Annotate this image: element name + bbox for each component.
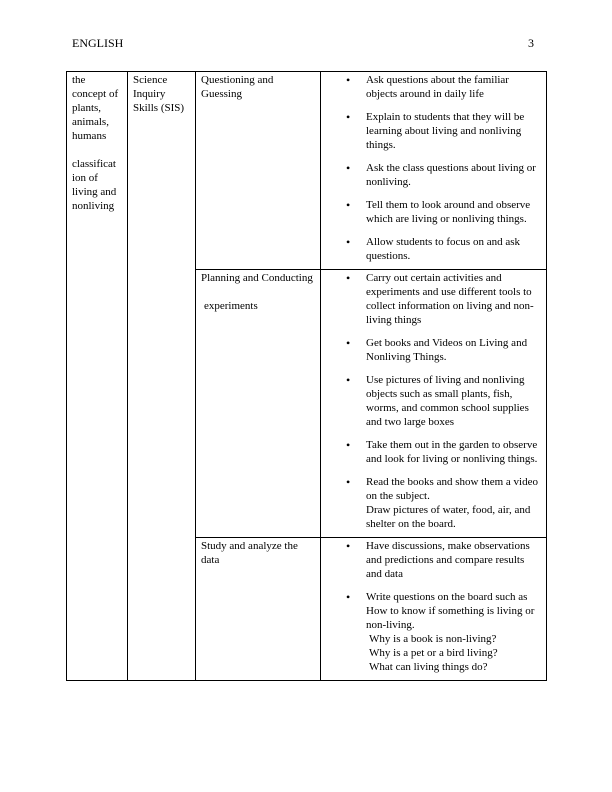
list-item-text: • Write questions on the board such as How to know if something is living or non-living. xyxy=(366,591,535,631)
list-item xyxy=(366,590,541,674)
topic-cell xyxy=(67,72,128,681)
activity-list xyxy=(326,73,541,263)
stage-title: Planning and Conducting xyxy=(201,272,313,284)
activity-list xyxy=(326,539,541,674)
list-item-text: • Read the books and show them a video on the subject. xyxy=(366,476,538,502)
list-item: • Have discussions, make observations and predictions and compare results and data xyxy=(366,539,541,581)
stage-title: Study and analyze the data xyxy=(201,540,298,566)
header-title: ENGLISH xyxy=(72,36,124,50)
list-item xyxy=(366,475,541,531)
list-item: • Explain to students that they will be learning about living and nonliving things. xyxy=(366,110,541,152)
activities-cell-questioning xyxy=(321,72,547,270)
activity-list xyxy=(326,271,541,531)
page-number: 3 xyxy=(528,36,534,50)
list-item: • Ask the class questions about living or nonliving. xyxy=(366,161,541,189)
stage-cell-analysis xyxy=(196,538,321,681)
activities-cell-planning xyxy=(321,270,547,538)
list-item: • Get books and Videos on Living and Nonliving Things. xyxy=(366,336,541,364)
list-item-extra: Draw pictures of water, food, air, and shelter on the board. xyxy=(366,504,531,530)
list-item: • Tell them to look around and observe which are living or nonliving things. xyxy=(366,198,541,226)
skills-label: Science Inquiry Skills (SIS) xyxy=(133,74,185,114)
lesson-plan-table xyxy=(66,71,547,681)
topic-classification: classificat ion of living and nonliving xyxy=(72,158,117,212)
list-item: • Ask questions about the familiar objects around in daily life xyxy=(366,73,541,101)
stage-cell-planning xyxy=(196,270,321,538)
topic-concept: the concept of plants, animals, humans xyxy=(72,74,119,142)
list-item: • Allow students to focus on and ask questions. xyxy=(366,235,541,263)
stage-title: Questioning and Guessing xyxy=(201,74,274,100)
table-row xyxy=(67,72,547,270)
question-line: Why is a pet or a bird living? xyxy=(369,647,498,659)
skills-cell xyxy=(128,72,196,681)
activities-cell-analysis xyxy=(321,538,547,681)
question-line: Why is a book is non-living? xyxy=(369,633,497,645)
question-line: What can living things do? xyxy=(369,661,488,673)
stage-cell-questioning xyxy=(196,72,321,270)
list-item: • Take them out in the garden to observe and look for living or nonliving things. xyxy=(366,438,541,466)
stage-subtitle: experiments xyxy=(204,300,258,312)
list-item: • Carry out certain activities and experiments and use different tools to collect information on living and non-living things xyxy=(366,271,541,327)
list-item: • Use pictures of living and nonliving objects such as small plants, fish, worms, and common school supplies and two large boxes xyxy=(366,373,541,429)
